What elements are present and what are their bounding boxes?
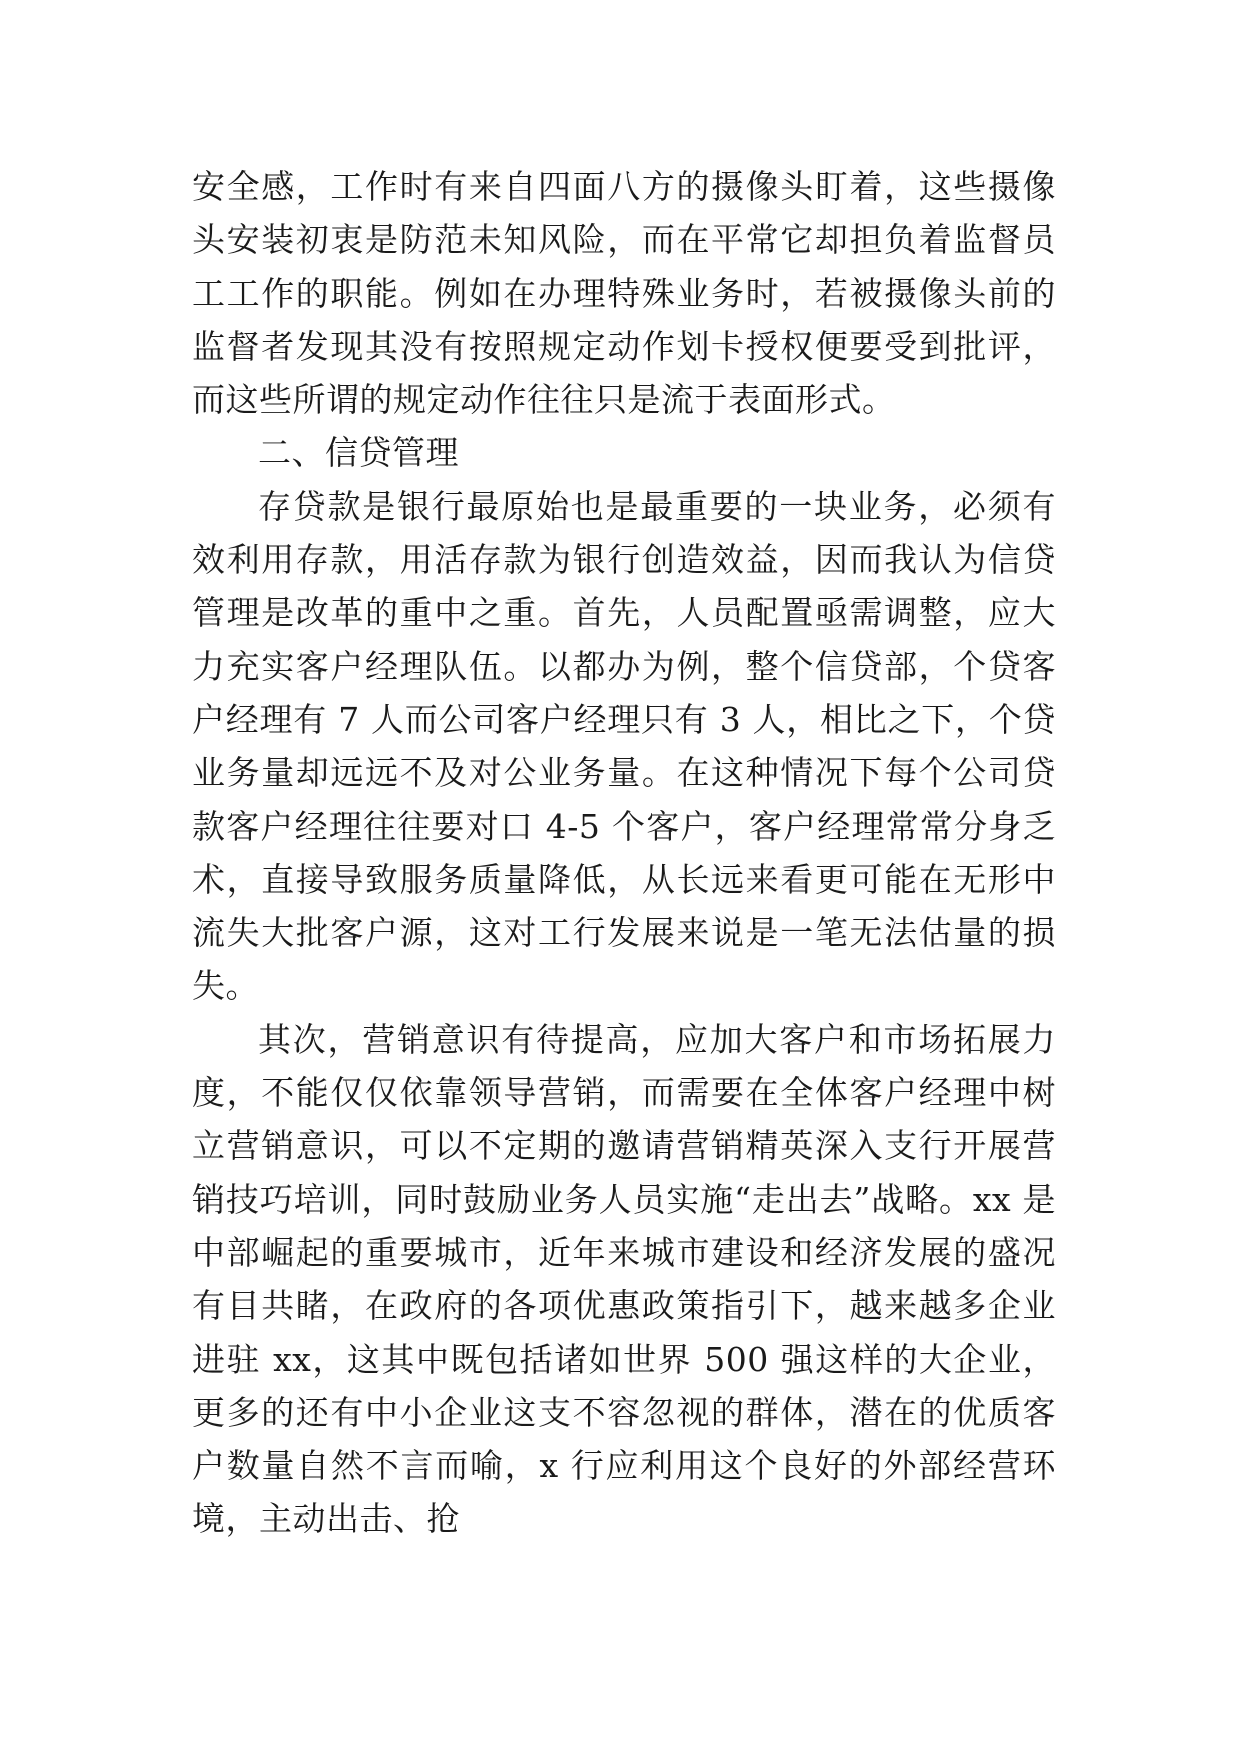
paragraph-marketing: 其次，营销意识有待提高，应加大客户和市场拓展力度，不能仅仅依靠领导营销，而需要在全体客户经理中树立营销意识，可以不定期的邀请营销精英深入支行开展营销技巧培训，同时鼓励业务人员实施“走出去”战略。xx 是中部崛起的重要城市，近年来城市建设和经济发展的盛况有目共睹，在政府的各项优惠政策指引下，越来越多企业进驻 xx，这其中既包括诸如世界 500 强这样的大企业，更多的还有中小企业这支不容忽视的群体，潜在的优质客户数量自然不言而喻，x 行应利用这个良好的外部经营环境，主动出击、抢	[192, 1019, 1056, 1539]
document-body	[192, 160, 1056, 1546]
paragraph-continued: 安全感，工作时有来自四面八方的摄像头盯着，这些摄像头安装初衷是防范未知风险，而在平常它却担负着监督员工工作的职能。例如在办理特殊业务时，若被摄像头前的监督者发现其没有按照规定动作划卡授权便要受到批评，而这些所谓的规定动作往往只是流于表面形式。	[192, 167, 1056, 420]
section-heading: 二、信贷管理	[258, 433, 459, 473]
paragraph-credit-management: 存贷款是银行最原始也是最重要的一块业务，必须有效利用存款，用活存款为银行创造效益，因而我认为信贷管理是改革的重中之重。首先，人员配置亟需调整，应大力充实客户经理队伍。以都办为例，整个信贷部，个贷客户经理有 7 人而公司客户经理只有 3 人，相比之下，个贷业务量却远远不及对公业务量。在这种情况下每个公司贷款客户经理往往要对口 4-5 个客户，客户经理常常分身乏术，直接导致服务质量降低，从长远来看更可能在无形中流失大批客户源，这对工行发展来说是一笔无法估量的损失。	[192, 486, 1056, 1006]
